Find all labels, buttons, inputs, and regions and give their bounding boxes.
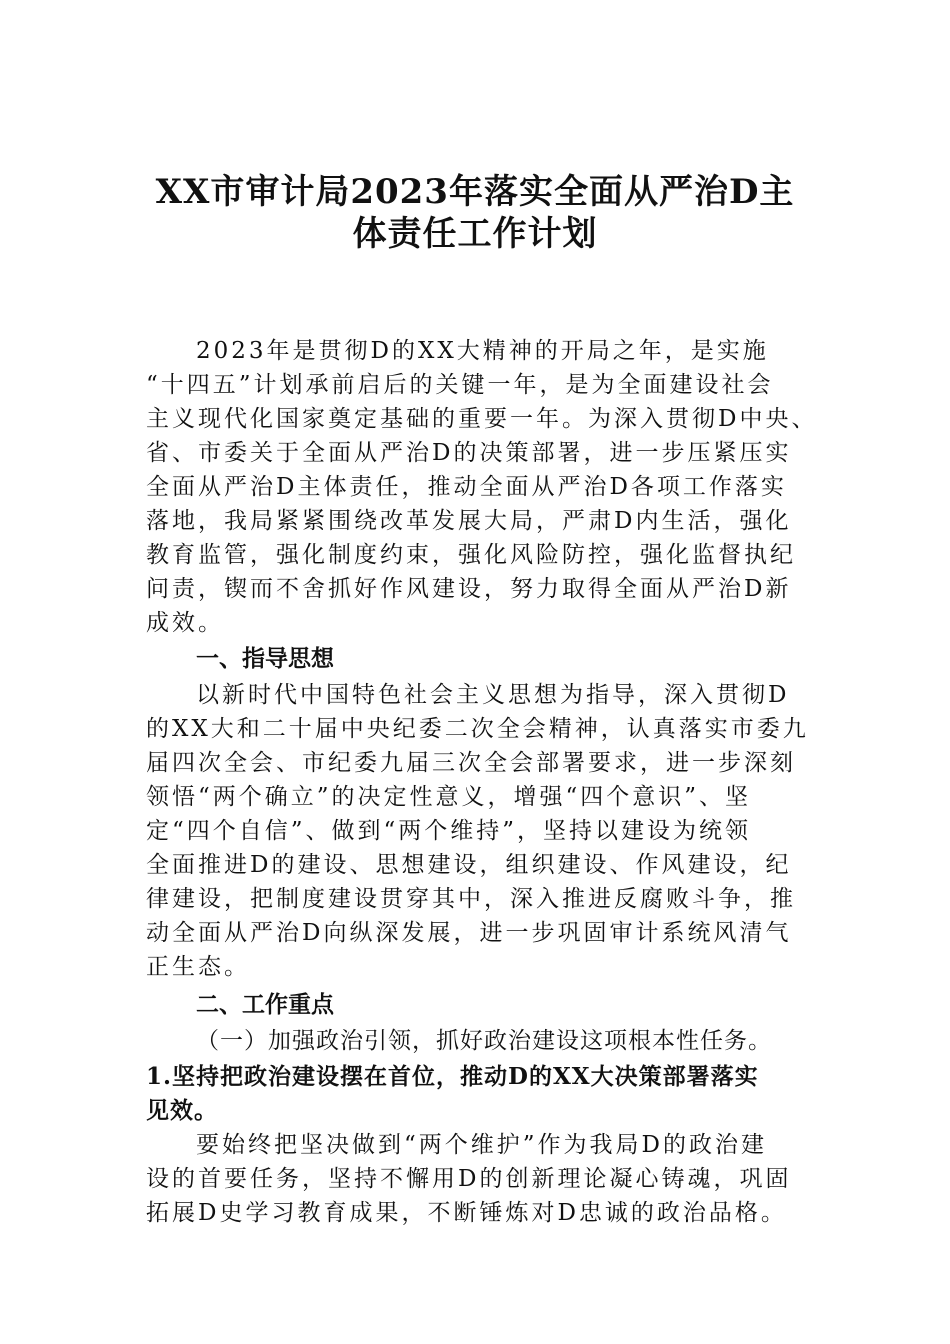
section-heading-work-focus: 二、工作重点	[196, 992, 334, 1018]
intro-line: 成效。	[146, 610, 224, 636]
section1-line: 动全面从严治D向纵深发展，进一步巩固审计系统风清气	[146, 920, 792, 946]
document-title-line-2: 体责任工作计划	[352, 214, 598, 254]
intro-line: 问责，锲而不舍抓好作风建设，努力取得全面从严治D新	[146, 576, 792, 602]
section1-line: 正生态。	[146, 954, 250, 980]
section1-line: 定“四个自信”、做到“两个维持”，坚持以建设为统领	[146, 818, 752, 844]
section1-line: 律建设，把制度建设贯穿其中，深入推进反腐败斗争，推	[146, 886, 796, 912]
intro-line: 全面从严治D主体责任，推动全面从严治D各项工作落实	[146, 474, 787, 500]
section1-line: 全面推进D的建设、思想建设，组织建设、作风建设，纪	[146, 852, 792, 878]
intro-line: “十四五”计划承前启后的关键一年，是为全面建设社会	[146, 372, 774, 398]
section-heading-guiding-ideology: 一、指导思想	[196, 646, 334, 672]
intro-line: 教育监管，强化制度约束，强化风险防控，强化监督执纪	[146, 542, 796, 568]
section1-line: 的XX大和二十届中央纪委二次全会精神，认真落实市委九	[146, 716, 809, 742]
item-body-line: 拓展D史学习教育成果，不断锤炼对D忠诚的政治品格。	[146, 1200, 787, 1226]
intro-line: 省、市委关于全面从严治D的决策部署，进一步压紧压实	[146, 440, 792, 466]
section1-line: 领悟“两个确立”的决定性意义，增强“四个意识”、坚	[146, 784, 752, 810]
item-body-line: 设的首要任务，坚持不懈用D的创新理论凝心铸魂，巩固	[146, 1166, 792, 1192]
intro-line: 主义现代化国家奠定基础的重要一年。为深入贯彻D中央、	[146, 406, 818, 432]
item-body-line: 要始终把坚决做到“两个维护”作为我局D的政治建	[196, 1132, 767, 1158]
item-heading-line: 见效。	[146, 1097, 218, 1124]
subsection-heading: （一）加强政治引领，抓好政治建设这项根本性任务。	[196, 1028, 772, 1054]
section1-line: 届四次全会、市纪委九届三次全会部署要求，进一步深刻	[146, 750, 796, 776]
section1-line: 以新时代中国特色社会主义思想为指导，深入贯彻D	[196, 682, 790, 708]
intro-line: 2023年是贯彻D的XX大精神的开局之年，是实施	[196, 338, 769, 364]
intro-line: 落地，我局紧紧围绕改革发展大局，严肃D内生活，强化	[146, 508, 792, 534]
item-heading-line: 1.坚持把政治建设摆在首位，推动D的XX大决策部署落实	[146, 1063, 759, 1090]
document-title-line-1: XX市审计局2023年落实全面从严治D主	[155, 172, 795, 212]
